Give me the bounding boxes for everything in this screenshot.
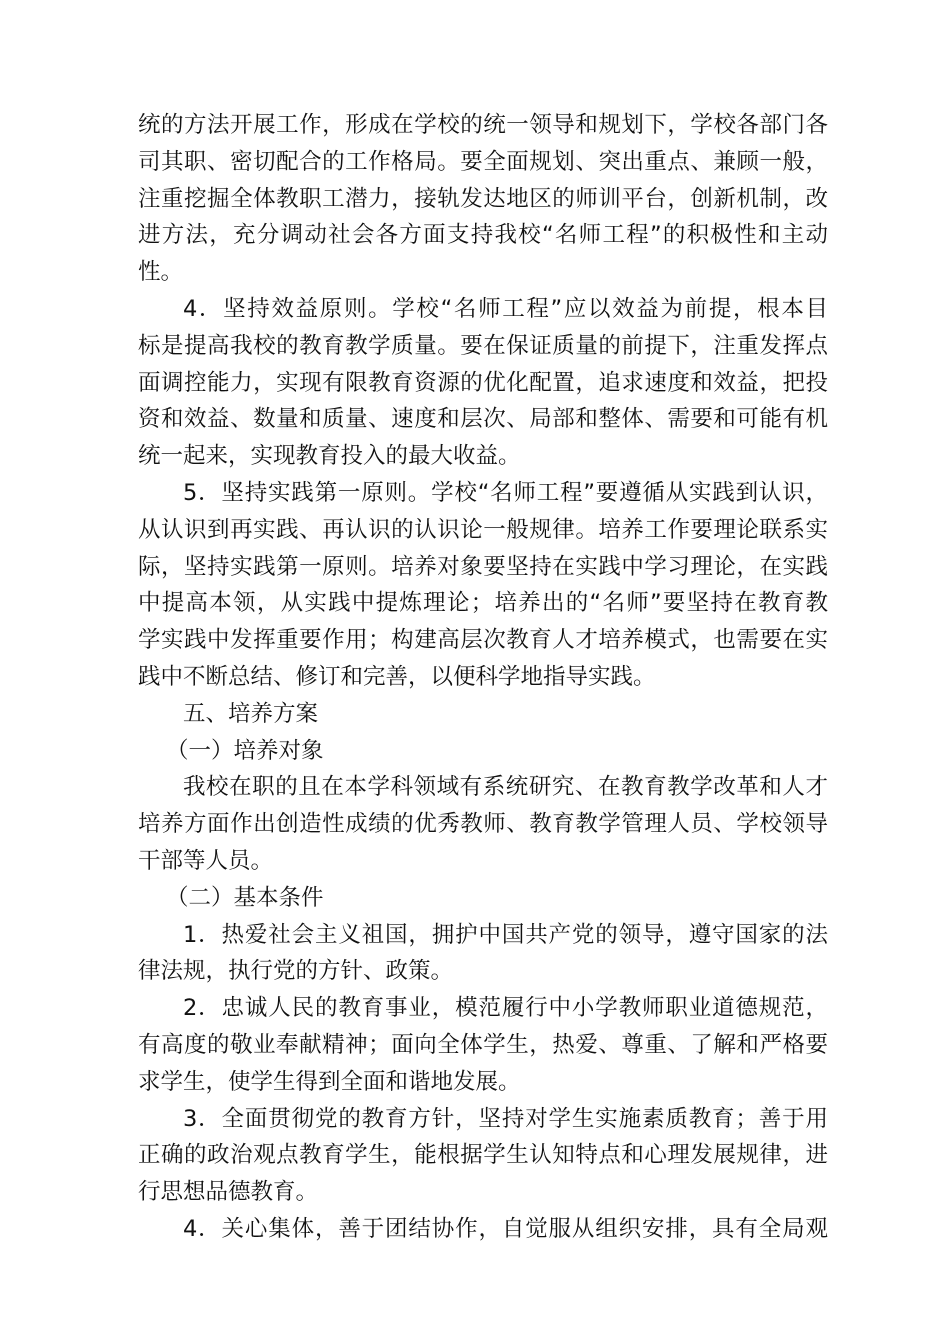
text-line: 进方法，充分调动社会各方面支持我校“名师工程”的积极性和主动 [138, 222, 828, 249]
paragraph-start-line: 3．全面贯彻党的教育方针，坚持对学生实施素质教育；善于用 [183, 1105, 828, 1132]
text-line: 面调控能力，实现有限教育资源的优化配置，追求速度和效益，把投 [138, 369, 828, 396]
text-line: 标是提高我校的教育教学质量。要在保证质量的前提下，注重发挥点 [138, 332, 828, 359]
text-line: 求学生，使学生得到全面和谐地发展。 [138, 1068, 521, 1095]
paragraph-start-line: 5．坚持实践第一原则。学校“名师工程”要遵循从实践到认识， [183, 479, 828, 506]
subsection-heading: （一）培养对象 [166, 737, 324, 764]
text-line: 资和效益、数量和质量、速度和层次、局部和整体、需要和可能有机 [138, 406, 828, 433]
paragraph-start-line: 2．忠诚人民的教育事业，模范履行中小学教师职业道德规范， [183, 995, 828, 1022]
text-line: 际，坚持实践第一原则。培养对象要坚持在实践中学习理论，在实践 [138, 553, 828, 580]
text-line: 注重挖掘全体教职工潜力，接轨发达地区的师训平台，创新机制，改 [138, 185, 828, 212]
subsection-heading: （二）基本条件 [166, 884, 324, 911]
paragraph-start-line: 我校在职的且在本学科领域有系统研究、在教育教学改革和人才 [183, 774, 828, 801]
text-line: 从认识到再实践、再认识的认识论一般规律。培养工作要理论联系实 [138, 516, 828, 543]
section-heading: 五、培养方案 [183, 700, 319, 727]
text-line: 统一起来，实现教育投入的最大收益。 [138, 443, 521, 470]
paragraph-start-line: 1．热爱社会主义祖国，拥护中国共产党的领导，遵守国家的法 [183, 921, 828, 948]
text-line: 统的方法开展工作，形成在学校的统一领导和规划下，学校各部门各 [138, 112, 828, 138]
text-line: 律法规，执行党的方针、政策。 [138, 958, 454, 985]
text-line: 学实践中发挥重要作用；构建高层次教育人才培养模式，也需要在实 [138, 627, 828, 654]
text-line: 有高度的敬业奉献精神；面向全体学生，热爱、尊重、了解和严格要 [138, 1031, 828, 1058]
paragraph-start-line: 4．坚持效益原则。学校“名师工程”应以效益为前提，根本目 [183, 295, 828, 322]
text-line: 中提高本领，从实践中提炼理论；培养出的“名师”要坚持在教育教 [138, 590, 828, 617]
text-line: 践中不断总结、修订和完善，以便科学地指导实践。 [138, 663, 656, 690]
text-line: 正确的政治观点教育学生，能根据学生认知特点和心理发展规律，进 [138, 1142, 828, 1169]
text-line: 性。 [138, 259, 184, 286]
paragraph-start-line: 4．关心集体，善于团结协作，自觉服从组织安排，具有全局观 [183, 1215, 828, 1242]
text-line: 干部等人员。 [138, 847, 274, 874]
document-body [138, 107, 828, 1248]
text-line: 行思想品德教育。 [138, 1179, 319, 1206]
text-line: 培养方面作出创造性成绩的优秀教师、教育教学管理人员、学校领导 [138, 811, 828, 838]
text-line: 司其职、密切配合的工作格局。要全面规划、突出重点、兼顾一般， [138, 148, 828, 175]
